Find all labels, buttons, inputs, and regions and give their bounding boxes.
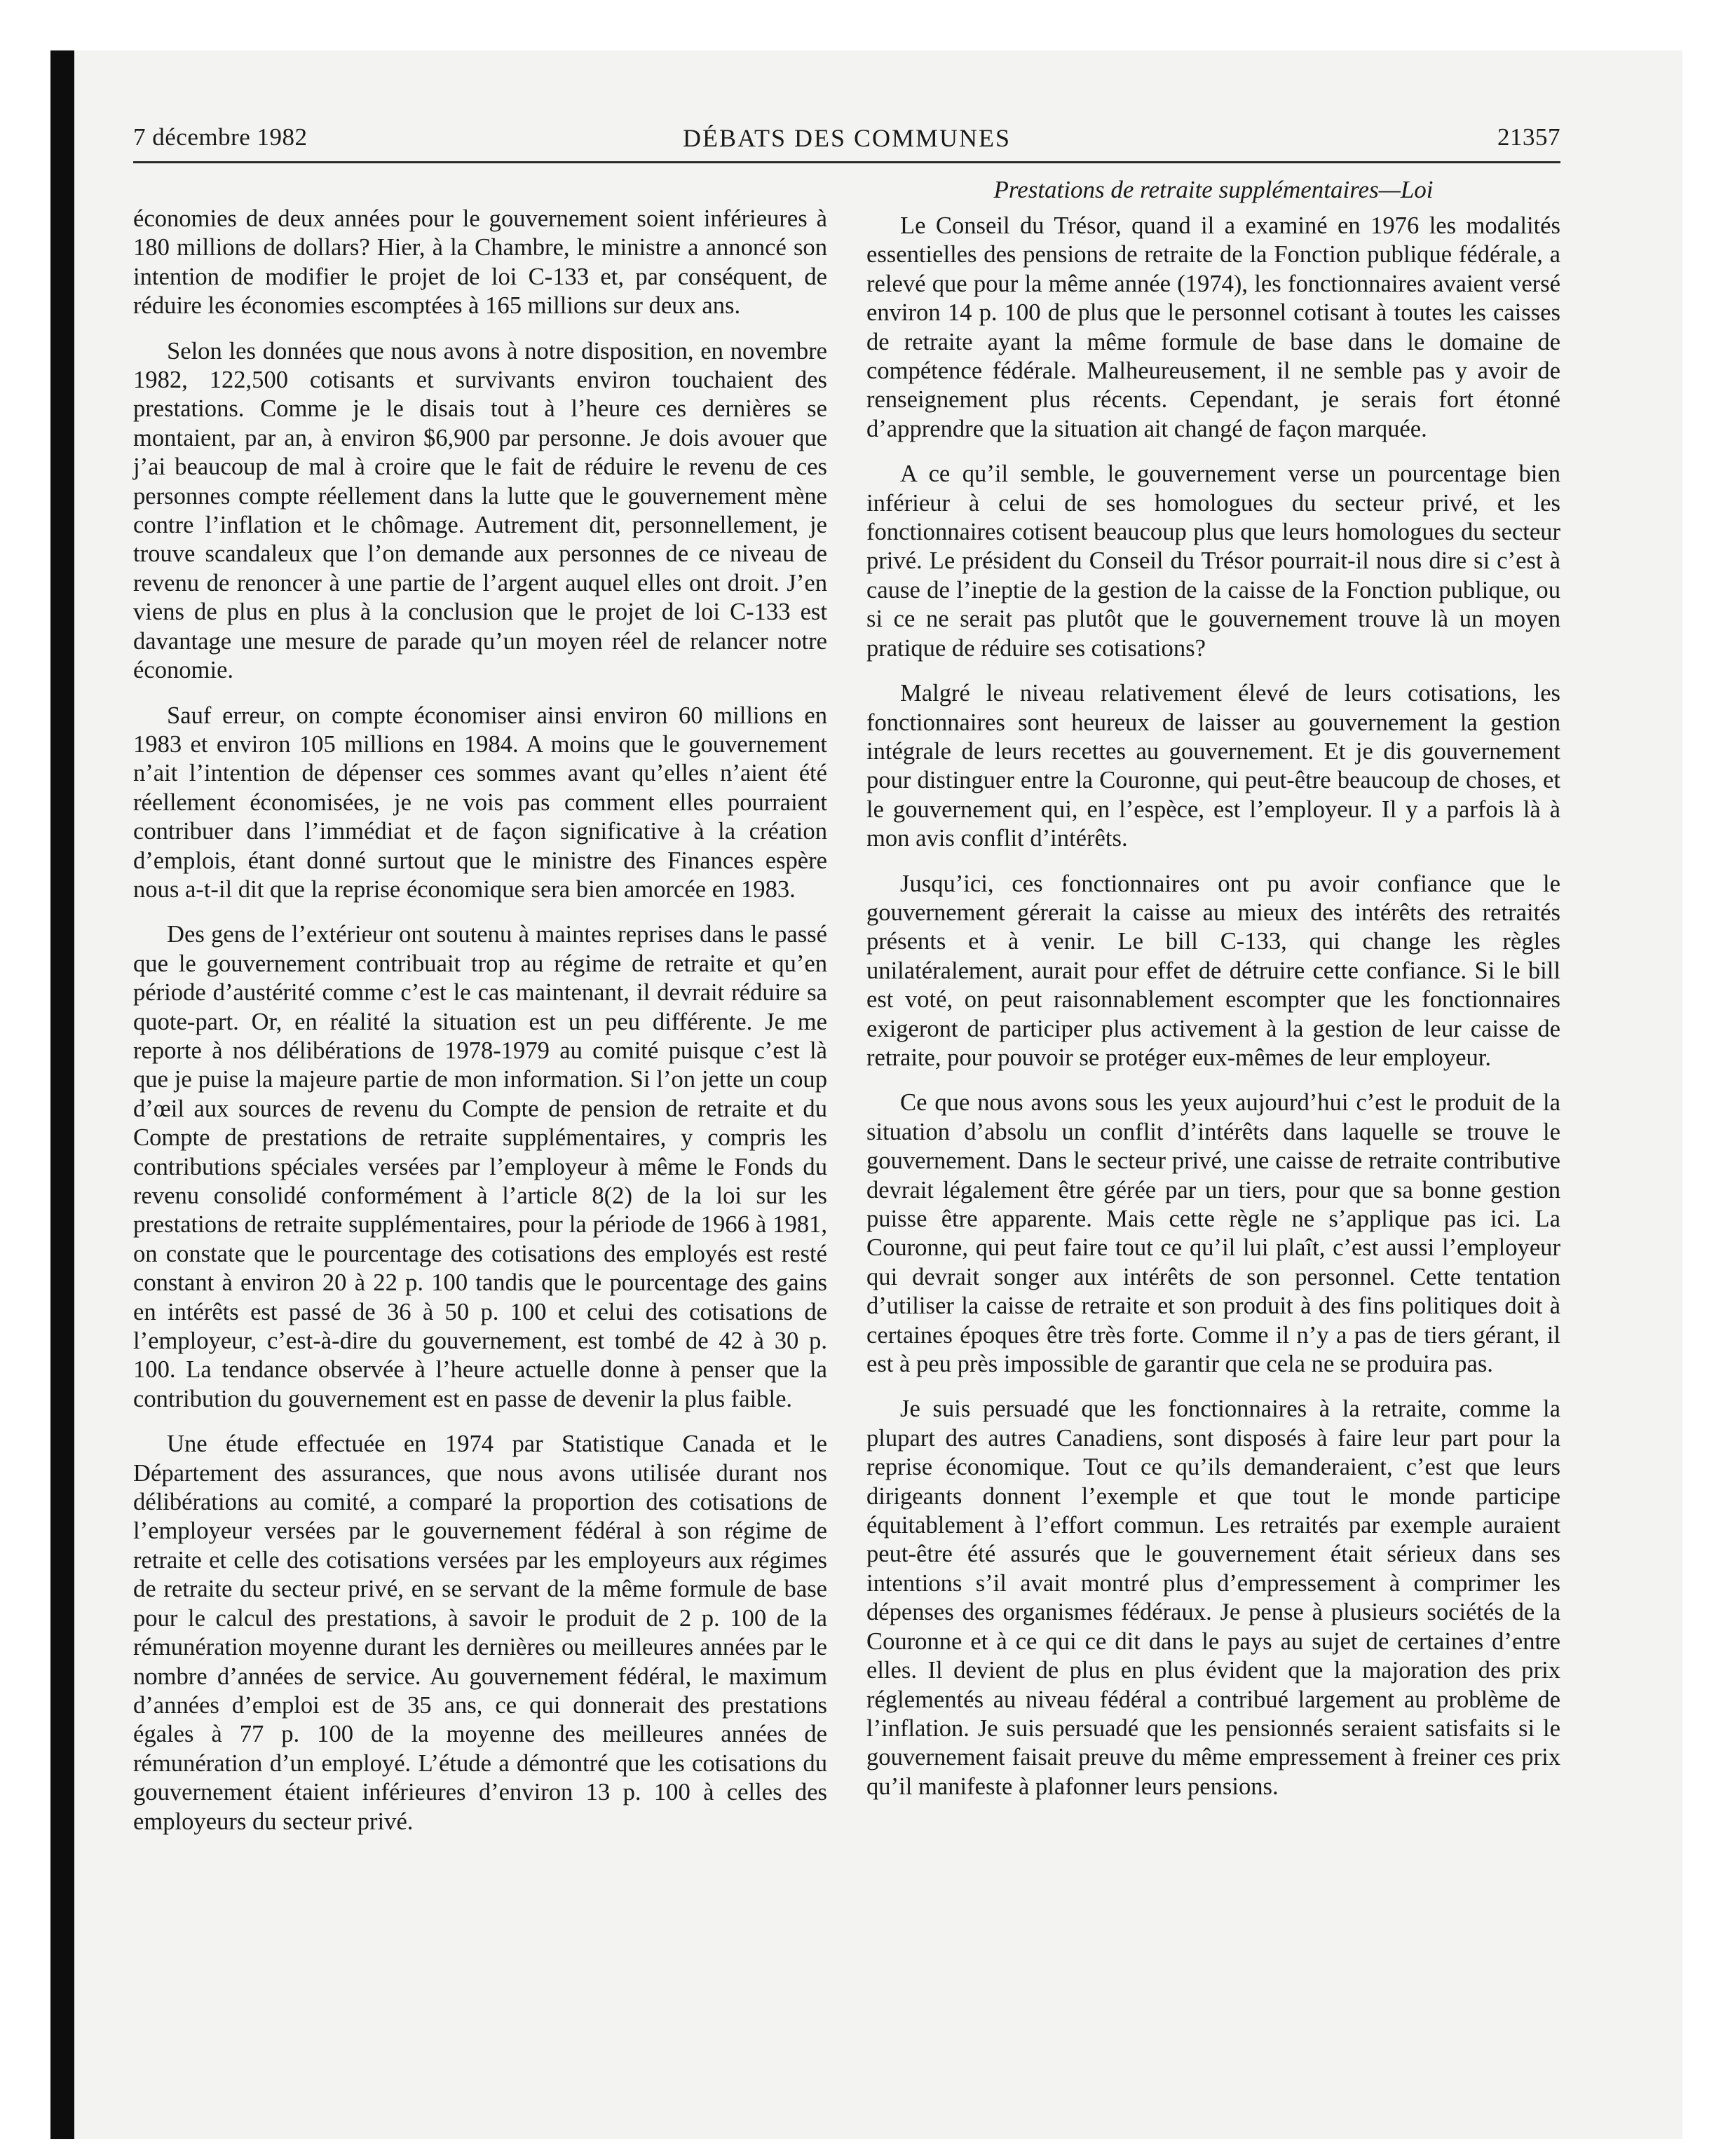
right-paragraph: Jusqu’ici, ces fonctionnaires ont pu avoir confiance que le gouvernement gérerait la caisse au mieux des intérêts des retraités présents et à venir. Le bill C-133, qui change les règles unilatéralement, aurait pour effet de détruire cette confiance. Si le bill est voté, on peut raisonnablement escompter que les fonctionnaires exigeront de participer plus activement à la gestion de leur caisse de retraite, pour pouvoir se protéger eux-mêmes de leur employeur. [866,870,1560,1071]
header-date: 7 décembre 1982 [133,123,308,151]
left-paragraph: Sauf erreur, on compte économiser ainsi environ 60 millions en 1983 et environ 105 millions en 1984. A moins que le gouvernement n’ait l’intention de dépenser ces sommes avant qu’elles n’aient été réellement économisées, je ne vois pas comment elles pourraient contribuer dans l’immédiat et de façon significative à la création d’emplois, étant donné surtout que le ministre des Finances espère nous a-t-il dit que la reprise économique sera bien amorcée en 1983. [133,702,827,903]
left-paragraph: Selon les données que nous avons à notre disposition, en novembre 1982, 122,500 cotisants et survivants environ touchaient des prestations. Comme je le disais tout à l’heure ces dernières se montaient, par an, à environ $6,900 par personne. Je dois avouer que j’ai beaucoup de mal à croire que le fait de réduire le revenu de ces personnes compte réellement dans la lutte que le gouvernement mène contre l’inflation et le chômage. Autrement dit, personnellement, je trouve scandaleux que l’on demande aux personnes de ce niveau de revenu de renoncer à une partie de l’argent auquel elles ont droit. J’en viens de plus en plus à la conclusion que le projet de loi C-133 est davantage une mesure de parade qu’un moyen réel de relancer notre économie. [133,337,827,684]
right-paragraph: Je suis persuadé que les fonctionnaires à la retraite, comme la plupart des autres Canadiens, sont disposés à faire leur part pour la reprise économique. Tout ce qu’ils demanderaient, c’est que leurs dirigeants donnent l’exemple et que tout le monde participe équitablement à l’effort commun. Les retraités par exemple auraient peut-être été assurés que le gouvernement était sérieux dans ses intentions s’il avait montré plus d’empressement à comprimer les dépenses des organismes fédéraux. Je pense à plusieurs sociétés de la Couronne et à ce qui ce dit dans le pays au sujet de certaines d’entre elles. Il devient de plus en plus évident que la majoration des prix réglementés au niveau fédéral a contribué largement au problème de l’inflation. Je suis persuadé que les pensionnés seraient satisfaits si le gouvernement faisait preuve du même empressement à freiner ces prix qu’il manifeste à plafonner leurs pensions. [866,1396,1560,1800]
right-paragraph: Ce que nous avons sous les yeux aujourd’hui c’est le produit de la situation d’absolu un conflit d’intérêts dans laquelle se trouve le gouvernement. Dans le secteur privé, une caisse de retraite contributive devrait légalement être gérée par un tiers, pour que sa bonne gestion puisse être apparente. Mais cette règle ne s’applique pas ici. La Couronne, qui peut faire tout ce qu’il lui plaît, c’est aussi l’employeur qui devrait songer aux intérêts de son personnel. Cette tentation d’utiliser la caisse de retraite et son produit à des fins politiques doit à certaines époques être très forte. Comme il n’y a pas de tiers gérant, il est à peu près impossible de garantir que cela ne se produira pas. [866,1089,1560,1378]
left-column [133,205,827,1853]
header-title: DÉBATS DES COMMUNES [682,124,1012,152]
left-paragraph: Des gens de l’extérieur ont soutenu à maintes reprises dans le passé que le gouvernement contribuait trop au régime de retraite et qu’en période d’austérité comme c’est le cas maintenant, il devrait réduire sa quote-part. Or, en réalité la situation est un peu différente. Je me reporte à nos délibérations de 1978-1979 au comité puisque c’est là que je puise la majeure partie de mon information. Si l’on jette un coup d’œil aux sources de revenu du Compte de pension de retraite et du Compte de prestations de retraite supplémentaires, y compris les contributions spéciales versées par l’employeur à même le Fonds du revenu consolidé conformément à l’article 8(2) de la loi sur les prestations de retraite supplémentaires, pour la période de 1966 à 1981, on constate que le pourcentage des cotisations des employés est resté constant à environ 20 à 22 p. 100 tandis que le pourcentage des gains en intérêts est passé de 36 à 50 p. 100 et celui des cotisations de l’employeur, c’est-à-dire du gouvernement, est tombé de 42 à 30 p. 100. La tendance observée à l’heure actuelle donne à penser que la contribution du gouvernement est en passe de devenir la plus faible. [133,921,827,1412]
header-page-number: 21357 [1497,123,1560,151]
right-paragraph: Malgré le niveau relativement élevé de leurs cotisations, les fonctionnaires sont heureux de laisser au gouvernement la gestion intégrale de leurs recettes au gouvernement. Et je dis gouvernement pour distinguer entre la Couronne, qui peut-être beaucoup de choses, et le gouvernement qui, en l’espèce, est l’employeur. Il y a parfois là à mon avis conflit d’intérêts. [866,680,1560,852]
scan-binding-edge [50,50,74,2139]
section-title: Prestations de retraite supplémentaires—Loi [993,176,1434,203]
left-paragraph: économies de deux années pour le gouvernement soient inférieures à 180 millions de dollars? Hier, à la Chambre, le ministre a annoncé son intention de modifier le projet de loi C-133 et, par conséquent, de réduire les économies escomptées à 165 millions sur deux ans. [133,205,827,320]
right-paragraph: A ce qu’il semble, le gouvernement verse un pourcentage bien inférieur à celui de ses homologues du secteur privé, et les fonctionnaires cotisent beaucoup plus que leurs homologues du secteur privé. Le président du Conseil du Trésor pourrait-il nous dire si c’est à cause de l’ineptie de la gestion de la caisse de la Fonction publique, ou si ce ne serait pas plutôt que le gouvernement trouve là un moyen pratique de réduire ses cotisations? [866,460,1560,662]
right-paragraph: Le Conseil du Trésor, quand il a examiné en 1976 les modalités essentielles des pensions de retraite de la Fonction publique fédérale, a relevé que pour la même année (1974), les fonctionnaires avaient versé environ 14 p. 100 de plus que le personnel cotisant à toutes les caisses de retraite ayant la même formule de base dans le domaine de compétence fédérale. Malheureusement, il ne semble pas y avoir de renseignement plus récents. Cependant, je serais fort étonné d’apprendre que la situation ait changé de façon marquée. [866,212,1560,442]
left-paragraph: Une étude effectuée en 1974 par Statistique Canada et le Département des assurances, que nous avons utilisée durant nos délibérations au comité, a comparé la proportion des cotisations de l’employeur versées par le gouvernement fédéral à son régime de retraite et celle des cotisations versées par les employeurs aux régimes de retraite du secteur privé, en se servant de la même formule de base pour le calcul des prestations, à savoir le produit de 2 p. 100 de la rémunération moyenne durant les dernières ou meilleures années par le nombre d’années de service. Au gouvernement fédéral, le maximum d’années d’emploi est de 35 ans, ce qui donnerait des prestations égales à 77 p. 100 de la moyenne des meilleures années de rémunération d’un employé. L’étude a démontré que les cotisations du gouvernement étaient inférieures d’environ 13 p. 100 à celles des employeurs du secteur privé. [133,1431,827,1835]
page-header [133,121,1560,163]
right-column [866,175,1560,1817]
